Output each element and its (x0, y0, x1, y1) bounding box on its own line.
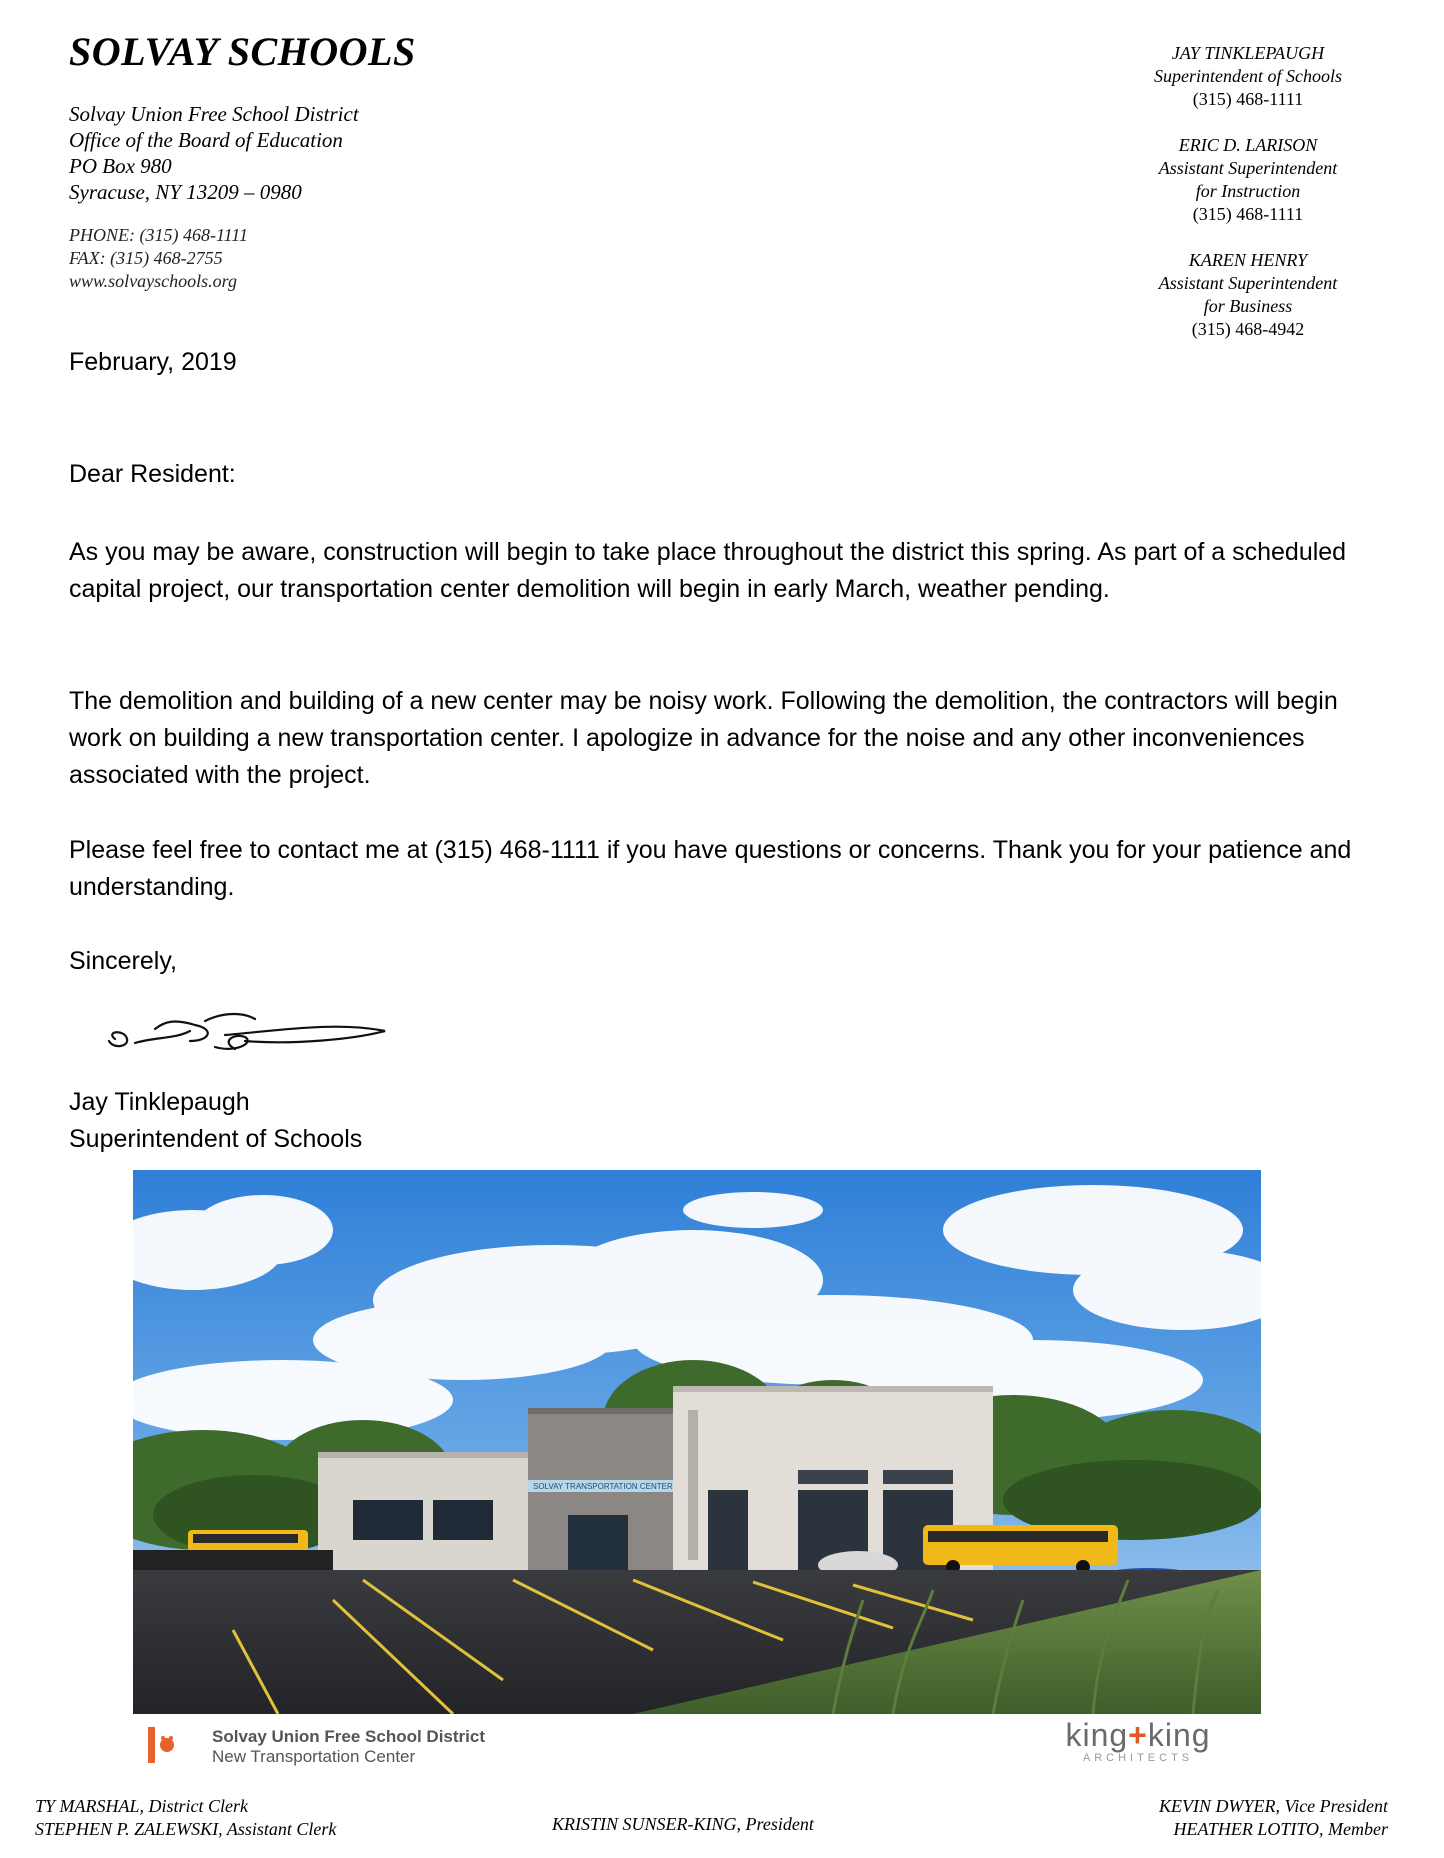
footer-left (35, 1795, 336, 1841)
board-member: STEPHEN P. ZALEWSKI, Assistant Clerk (35, 1819, 337, 1839)
letter-closing: Sincerely, (69, 947, 177, 975)
address-line: PO Box 980 (69, 154, 172, 178)
signer-name: Jay Tinklepaugh (69, 1088, 250, 1116)
board-member: HEATHER LOTITO, Member (1173, 1819, 1388, 1839)
official-title: for Business (1203, 296, 1293, 316)
board-member: KRISTIN SUNSER-KING, President (552, 1814, 814, 1834)
official-name: KAREN HENRY (1188, 250, 1308, 270)
letter-paragraph: As you may be aware, construction will begin to take place throughout the district this spring. As part of a scheduled capital project, our transportation center demolition will begin in early March, weather pending. (69, 538, 1347, 603)
rendering-caption (212, 1727, 485, 1767)
architect-plus: + (1128, 1717, 1148, 1753)
official-name: ERIC D. LARISON (1178, 135, 1318, 155)
architect-logo (1028, 1718, 1248, 1764)
board-member: KEVIN DWYER, Vice President (1159, 1796, 1388, 1816)
official-phone: (315) 468-1111 (1192, 89, 1304, 109)
official-asst-business (1118, 249, 1378, 341)
district-logo (148, 1727, 178, 1763)
footer-right (1159, 1795, 1388, 1841)
board-member: TY MARSHAL, District Clerk (35, 1796, 249, 1816)
address-line: Solvay Union Free School District (69, 102, 359, 126)
building-sign (133, 1170, 1261, 1714)
address-block (69, 101, 359, 205)
official-title: Assistant Superintendent (1158, 273, 1338, 293)
officials-list (1118, 42, 1378, 364)
website-link[interactable]: www.solvayschools.org (69, 271, 238, 291)
official-title: Assistant Superintendent (1158, 158, 1338, 178)
svg-text:SOLVAY TRANSPORTATION CENTER: SOLVAY TRANSPORTATION CENTER (533, 1482, 673, 1491)
signer-title: Superintendent of Schools (69, 1125, 363, 1153)
official-name: JAY TINKLEPAUGH (1171, 43, 1325, 63)
official-title: Superintendent of Schools (1154, 66, 1342, 86)
letter-paragraph: The demolition and building of a new center may be noisy work. Following the demolition, the contractors will begin work on building a new transportation center. I apologize in advance for the noise and any other inconveniences associated with the project. (69, 687, 1338, 789)
contact-block (69, 224, 248, 293)
address-line: Office of the Board of Education (69, 128, 343, 152)
phone-line: PHONE: (315) 468-1111 (69, 225, 248, 245)
letter-date: February, 2019 (69, 348, 237, 376)
official-phone: (315) 468-4942 (1191, 319, 1305, 339)
architect-name-right: king (1147, 1717, 1211, 1753)
official-phone: (315) 468-1111 (1192, 204, 1304, 224)
address-line: Syracuse, NY 13209 – 0980 (69, 180, 302, 204)
letter-greeting: Dear Resident: (69, 460, 236, 488)
transportation-center-rendering (133, 1170, 1261, 1714)
caption-project: New Transportation Center (212, 1747, 416, 1766)
org-name: SOLVAY SCHOOLS (69, 29, 416, 74)
caption-district: Solvay Union Free School District (212, 1727, 486, 1746)
official-superintendent (1118, 42, 1378, 111)
letter-paragraph: Please feel free to contact me at (315) 468-1111 if you have questions or concerns. Thank you for your patience and understanding. (69, 836, 1352, 901)
official-title: for Instruction (1195, 181, 1301, 201)
signature-image (95, 1001, 405, 1071)
fax-line: FAX: (315) 468-2755 (69, 248, 223, 268)
official-asst-instruction (1118, 134, 1378, 226)
architect-sub: ARCHITECTS (1082, 1752, 1194, 1764)
architect-name-left: king (1065, 1717, 1129, 1753)
footer-center (552, 1813, 814, 1836)
